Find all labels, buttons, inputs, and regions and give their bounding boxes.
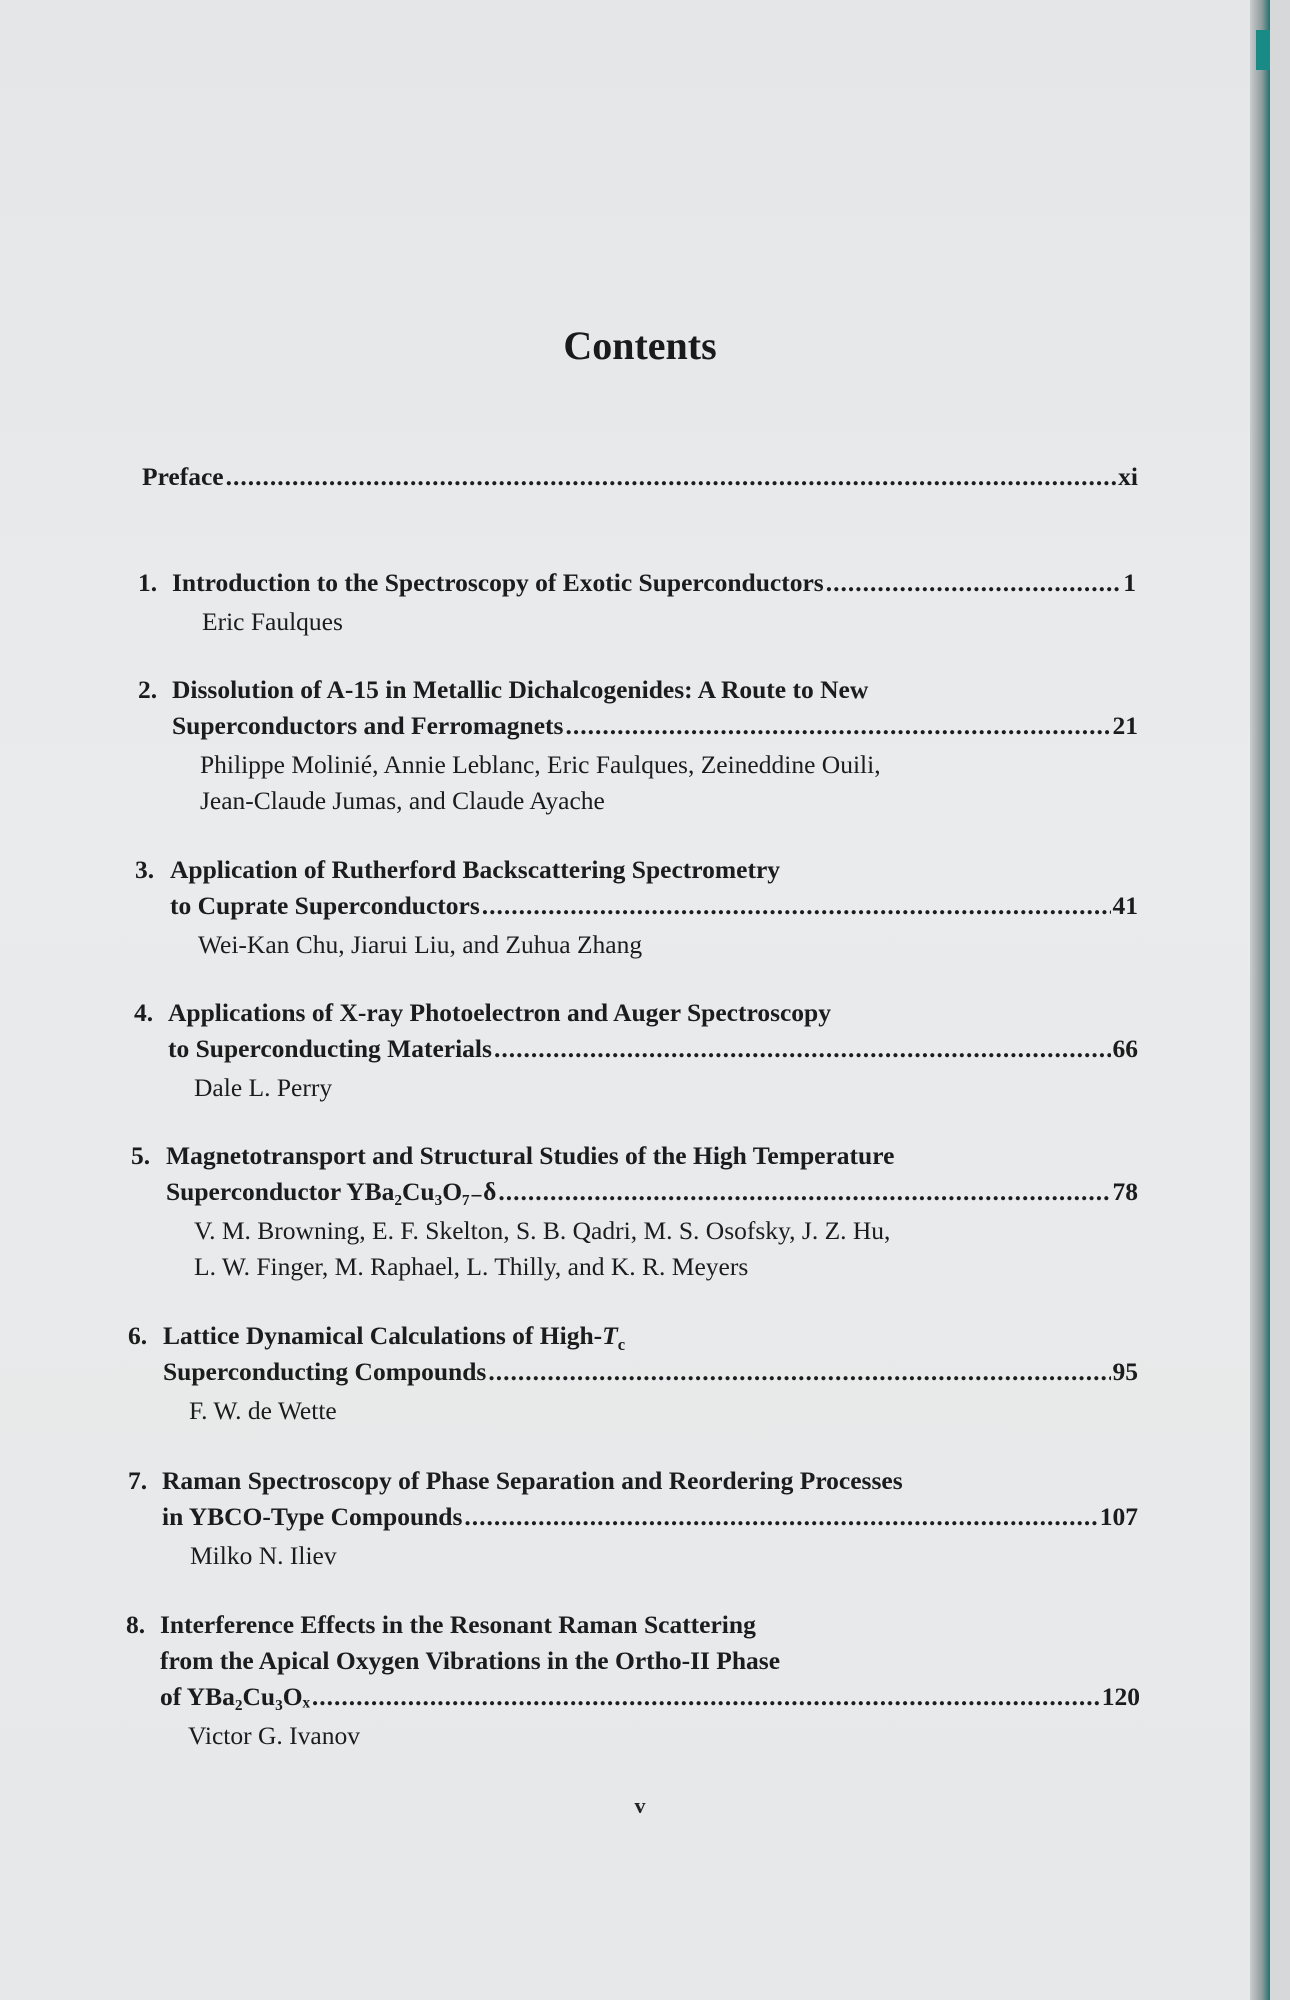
chapter-authors: Philippe Molinié, Annie Leblanc, Eric Faulques, Zeineddine Ouili, bbox=[200, 750, 881, 779]
chapter-page: 66 bbox=[1112, 1034, 1138, 1063]
page-title: Contents bbox=[563, 323, 717, 368]
leader-dots bbox=[482, 891, 1111, 921]
chapter-title-line: Application of Rutherford Backscattering Spectrometry bbox=[170, 855, 781, 884]
preface-label: Preface bbox=[142, 462, 224, 491]
chapter-entry-4 bbox=[134, 998, 1138, 1106]
chapter-entry-2 bbox=[138, 675, 1138, 819]
preface-entry bbox=[142, 462, 1138, 498]
chapter-page: 120 bbox=[1101, 1682, 1140, 1711]
chapter-entry-1 bbox=[138, 568, 1136, 640]
preface-page: xi bbox=[1118, 462, 1138, 491]
chapter-authors: Milko N. Iliev bbox=[190, 1541, 337, 1570]
chapter-number: 6. bbox=[128, 1321, 148, 1350]
chapter-entry-5 bbox=[131, 1141, 1138, 1285]
chapter-title-line: Interference Effects in the Resonant Raman Scattering bbox=[160, 1610, 756, 1639]
book-cover-edge bbox=[1256, 30, 1270, 70]
leader-dots bbox=[226, 462, 1117, 492]
leader-dots bbox=[826, 568, 1122, 598]
chapter-title-line: Raman Spectroscopy of Phase Separation and Reordering Processes bbox=[162, 1466, 903, 1495]
chapter-authors: Dale L. Perry bbox=[194, 1073, 333, 1102]
chapter-entry-8 bbox=[126, 1610, 1140, 1754]
chapter-title: Introduction to the Spectroscopy of Exotic Superconductors bbox=[172, 568, 824, 597]
chapter-authors: Wei-Kan Chu, Jiarui Liu, and Zuhua Zhang bbox=[198, 930, 643, 959]
chapter-page: 21 bbox=[1112, 711, 1138, 740]
chapter-page: 1 bbox=[1123, 568, 1136, 597]
leader-dots bbox=[312, 1682, 1100, 1712]
chapter-entry-3 bbox=[135, 855, 1138, 963]
chapter-number: 8. bbox=[126, 1610, 146, 1639]
chapter-title-line: Magnetotransport and Structural Studies of the High Temperature bbox=[166, 1141, 895, 1170]
chapter-title-line: in YBCO-Type Compounds bbox=[162, 1502, 463, 1531]
chapter-title-line: Applications of X-ray Photoelectron and Auger Spectroscopy bbox=[168, 998, 831, 1027]
chapter-title-line: from the Apical Oxygen Vibrations in the Ortho-II Phase bbox=[160, 1646, 781, 1675]
chapter-page: 107 bbox=[1099, 1502, 1138, 1531]
chapter-number: 3. bbox=[135, 855, 155, 884]
leader-dots bbox=[494, 1034, 1111, 1064]
chapter-title-line: to Cuprate Superconductors bbox=[170, 891, 480, 920]
chapter-entry-7 bbox=[128, 1466, 1138, 1574]
chapter-title-line: to Superconducting Materials bbox=[168, 1034, 492, 1063]
chapter-number: 2. bbox=[138, 675, 158, 704]
chapter-number: 7. bbox=[128, 1466, 148, 1495]
chapter-authors: Eric Faulques bbox=[202, 607, 343, 636]
chapter-authors: L. W. Finger, M. Raphael, L. Thilly, and K. R. Meyers bbox=[194, 1252, 749, 1281]
chapter-authors: F. W. de Wette bbox=[189, 1396, 337, 1425]
chapter-title-line: Lattice Dynamical Calculations of High-$T_c$ bbox=[163, 1321, 626, 1355]
chapter-page: 78 bbox=[1112, 1177, 1138, 1206]
chapter-number: 1. bbox=[138, 568, 158, 597]
chapter-title-line: Superconductors and Ferromagnets bbox=[172, 711, 564, 740]
chapter-page: 95 bbox=[1112, 1357, 1138, 1386]
chapter-title-line: Superconducting Compounds bbox=[163, 1357, 487, 1386]
book-edge bbox=[1250, 0, 1270, 2000]
page-folio: v bbox=[634, 1793, 646, 1818]
chapter-title-line: Dissolution of A-15 in Metallic Dichalcogenides: A Route to New bbox=[172, 675, 869, 704]
chapter-title-line: Superconductor YBa₂Cu₃O₇₋δ bbox=[166, 1177, 497, 1206]
leader-dots bbox=[565, 711, 1110, 741]
chapter-authors: V. M. Browning, E. F. Skelton, S. B. Qadri, M. S. Osofsky, J. Z. Hu, bbox=[194, 1216, 891, 1245]
chapter-authors: Jean-Claude Jumas, and Claude Ayache bbox=[200, 786, 605, 815]
leader-dots bbox=[498, 1177, 1110, 1207]
leader-dots bbox=[464, 1502, 1097, 1532]
chapter-number: 5. bbox=[131, 1141, 151, 1170]
chapter-page: 41 bbox=[1112, 891, 1138, 920]
chapter-entry-6 bbox=[128, 1321, 1138, 1429]
chapter-title-line: of YBa₂Cu₃Oₓ bbox=[160, 1682, 310, 1711]
chapter-authors: Victor G. Ivanov bbox=[188, 1721, 360, 1750]
chapter-number: 4. bbox=[134, 998, 154, 1027]
leader-dots bbox=[488, 1357, 1110, 1387]
